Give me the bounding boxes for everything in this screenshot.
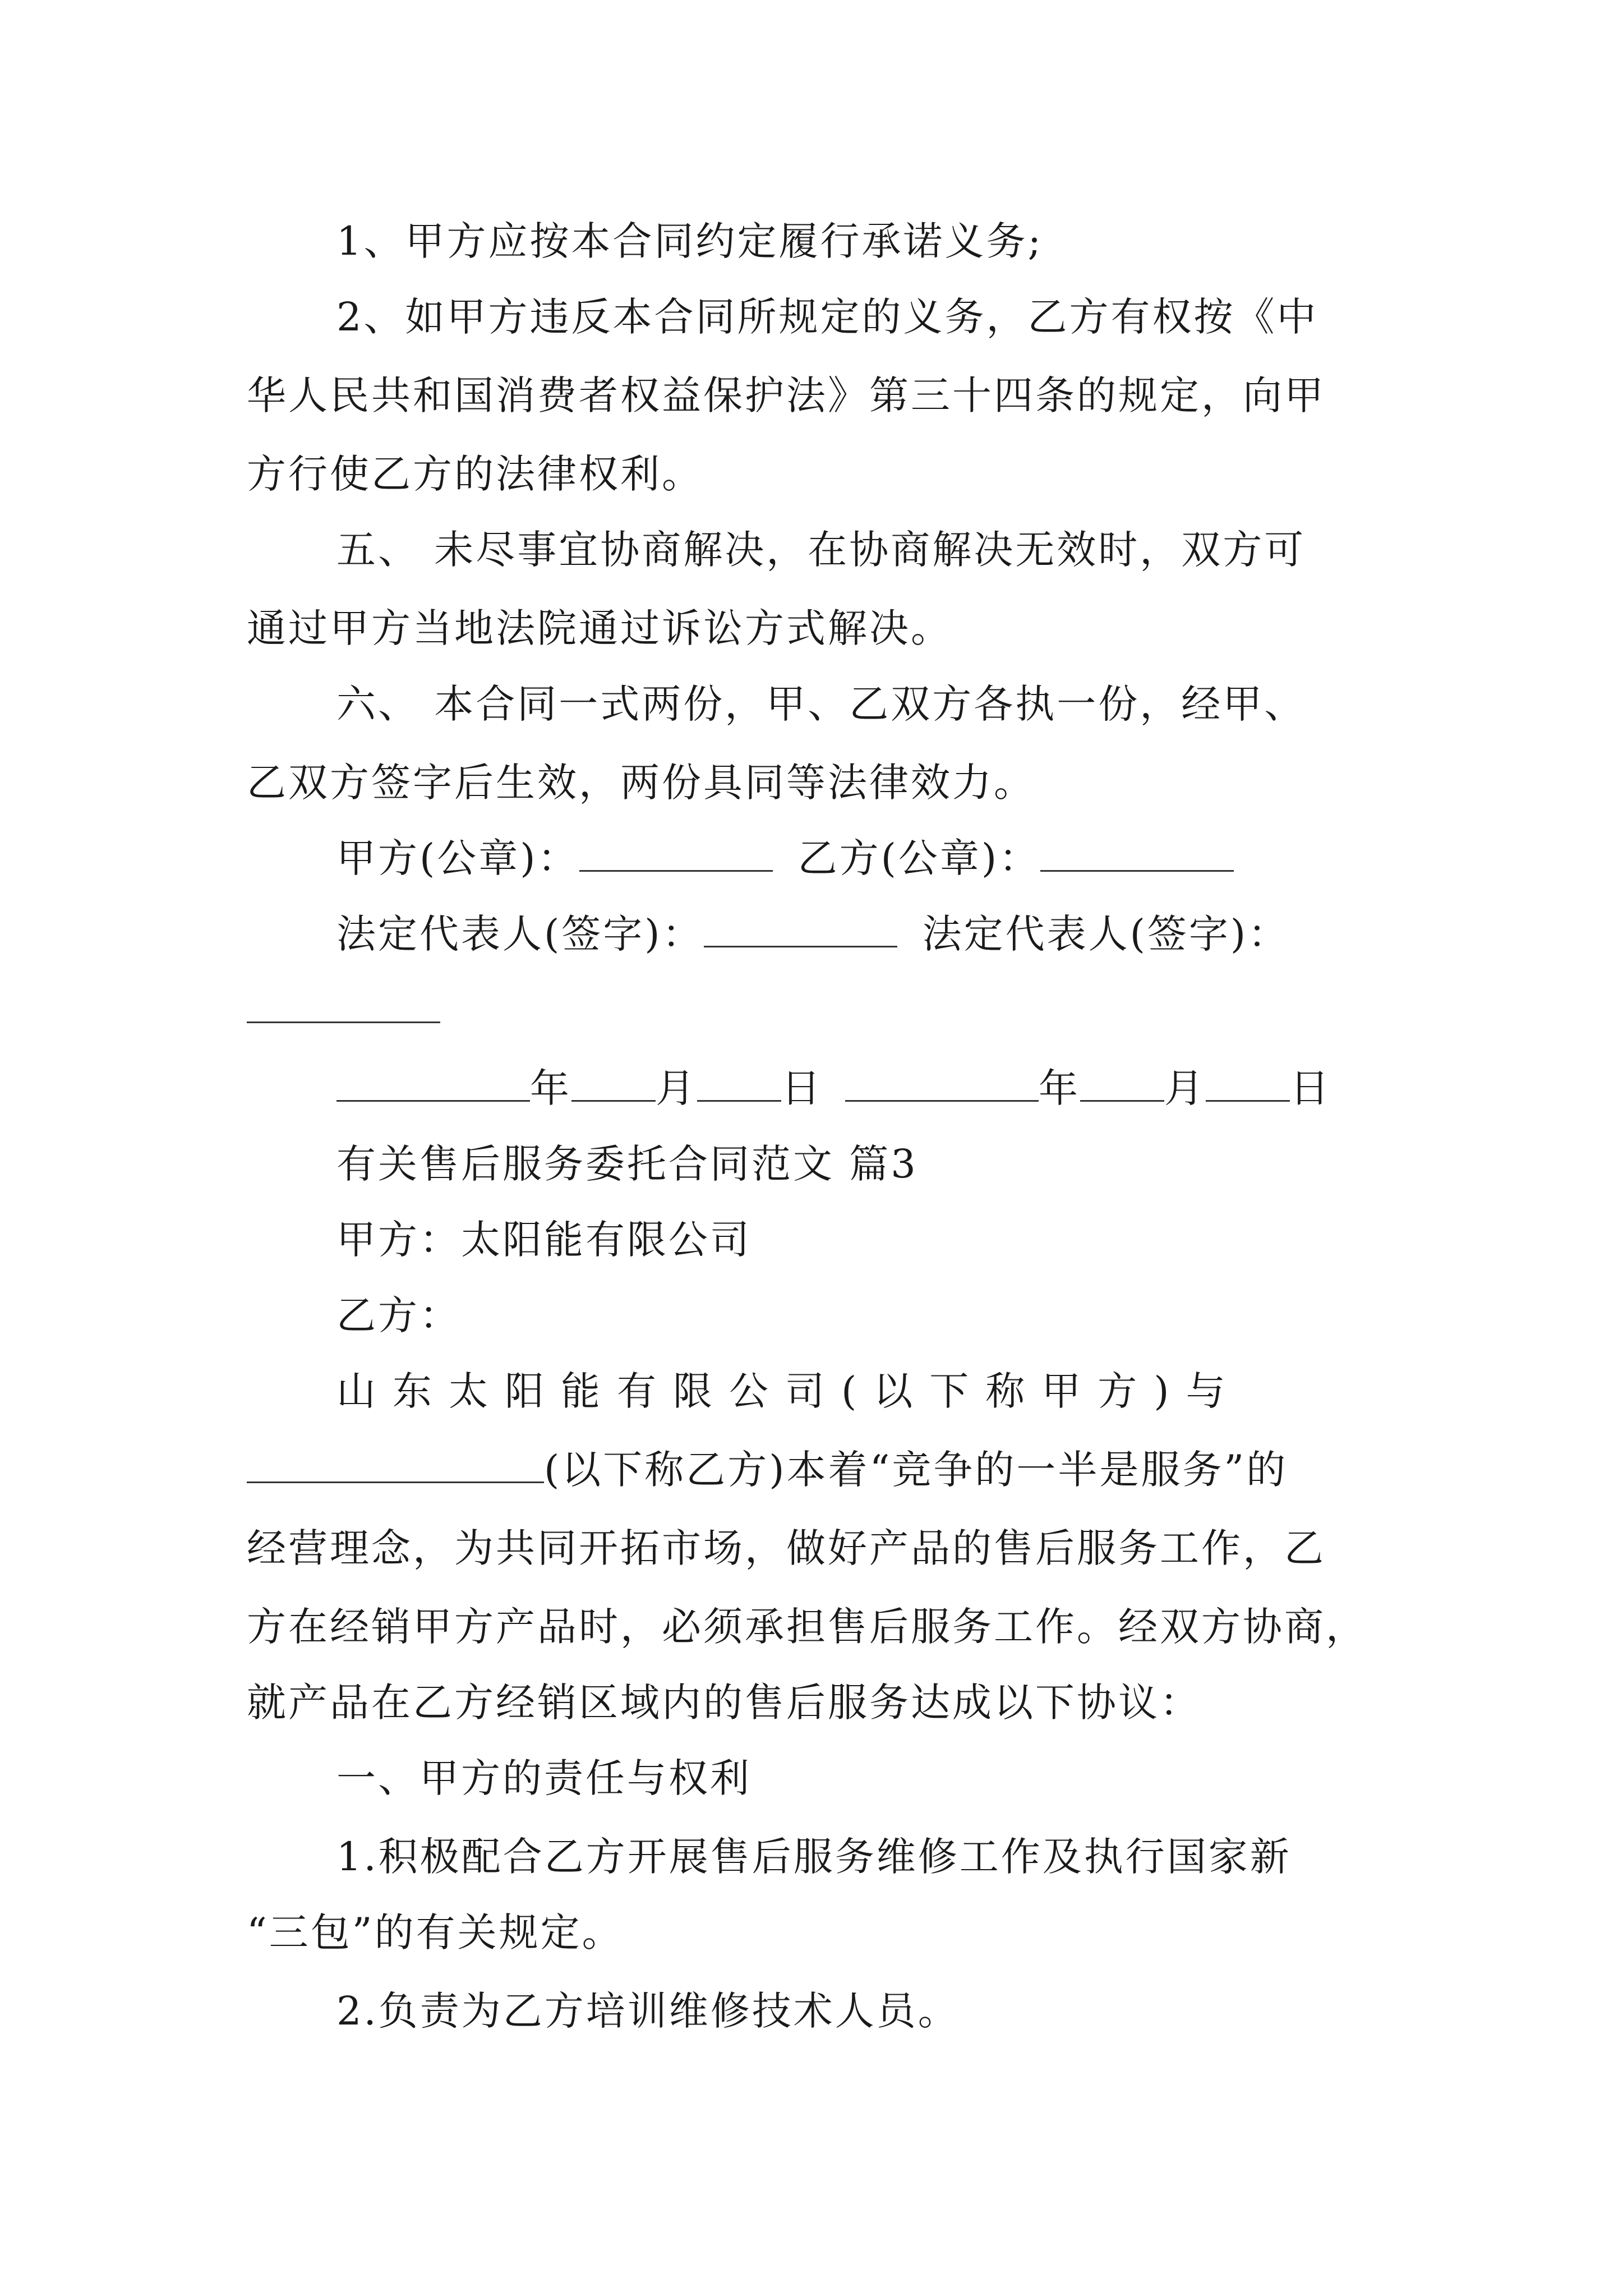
party-a-seal-label: 甲方(公章)：: [336, 835, 579, 881]
rep-b-label: 法定代表人(签字)：: [922, 911, 1290, 957]
date-line: [336, 1063, 1331, 1114]
signature-blank: [704, 912, 897, 947]
signature-blank: [247, 988, 440, 1023]
day-label: 日: [781, 1065, 823, 1111]
paragraph-line: 就产品在乙方经销区域内的售后服务达成以下协议：: [247, 1680, 1201, 1726]
section-heading: 一、甲方的责任与权利: [336, 1755, 751, 1801]
paragraph-line: 通过甲方当地法院通过诉讼方式解决。: [247, 605, 952, 651]
day-label: 日: [1290, 1065, 1331, 1111]
paragraph-line: 五、 未尽事宜协商解决，在协商解决无效时，双方可: [336, 527, 1306, 573]
paragraph-line: 2.负责为乙方培训维修技术人员。: [336, 1988, 960, 2034]
year-label: 年: [1039, 1065, 1080, 1111]
representative-line: [336, 909, 1289, 959]
party-b-line: 乙方：: [336, 1292, 461, 1338]
paragraph-line: 华人民共和国消费者权益保护法》第三十四条的规定，向甲: [247, 372, 1326, 418]
signature-blank: [1040, 836, 1234, 872]
paragraph-line: 经营理念，为共同开拓市场，做好产品的售后服务工作，乙: [247, 1525, 1326, 1571]
signature-blank: [579, 836, 773, 872]
date-blank: [336, 1066, 530, 1102]
representative-blank-line: [247, 984, 440, 1035]
date-blank: [697, 1066, 781, 1102]
paragraph-line: “三包”的有关规定。: [247, 1910, 624, 1955]
date-blank: [1080, 1066, 1164, 1102]
date-blank: [1206, 1066, 1290, 1102]
paragraph-line: 1.积极配合乙方开展售后服务维修工作及执行国家新: [336, 1834, 1292, 1880]
date-blank: [845, 1066, 1039, 1102]
paragraph-line: 六、 本合同一式两份，甲、乙双方各执一份，经甲、: [336, 681, 1306, 727]
paragraph-line: 方行使乙方的法律权利。: [247, 451, 703, 497]
year-label: 年: [530, 1065, 571, 1111]
month-label: 月: [1164, 1065, 1206, 1111]
paragraph-line: 山东太阳能有限公司(以下称甲方)与: [336, 1368, 1242, 1414]
paragraph-line: 方在经销甲方产品时，必须承担售后服务工作。经双方协商，: [247, 1604, 1367, 1650]
section-title: 有关售后服务委托合同范文 篇3: [336, 1141, 918, 1187]
month-label: 月: [656, 1065, 697, 1111]
paragraph-line: [247, 1444, 1288, 1495]
party-a-line: 甲方：太阳能有限公司: [336, 1217, 751, 1263]
paragraph-line: 2、如甲方违反本合同所规定的义务，乙方有权按《中: [336, 294, 1318, 340]
date-blank: [571, 1066, 656, 1102]
paragraph-text: (以下称乙方)本着“竞争的一半是服务”的: [544, 1447, 1288, 1493]
seal-line: [336, 833, 1234, 884]
rep-a-label: 法定代表人(签字)：: [336, 911, 704, 957]
party-b-name-blank: [247, 1448, 544, 1483]
paragraph-line: 1、甲方应按本合同约定履行承诺义务;: [336, 218, 1044, 264]
party-b-seal-label: 乙方(公章)：: [797, 835, 1041, 881]
paragraph-line: 乙双方签字后生效，两份具同等法律效力。: [247, 760, 1035, 806]
